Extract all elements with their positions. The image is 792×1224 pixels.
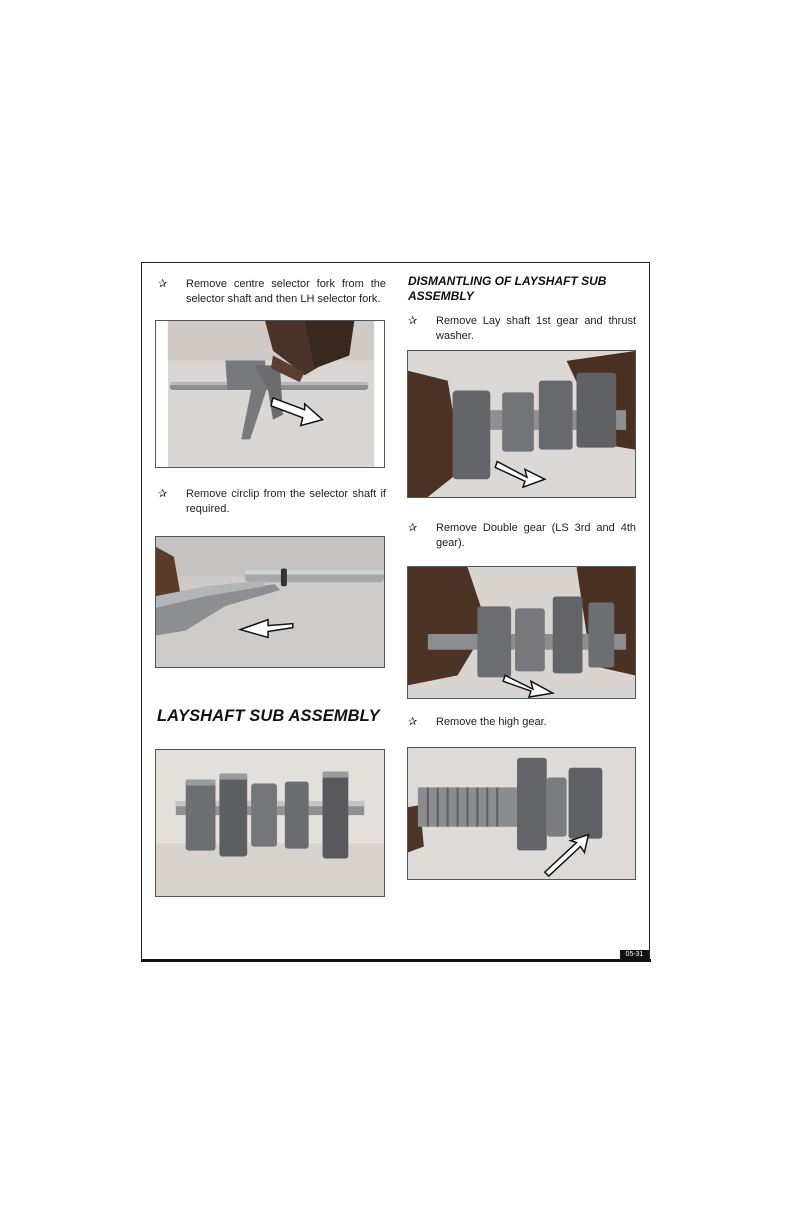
star-bullet-icon: ✰ [158,488,168,500]
section-title-layshaft-sub-assembly: LAYSHAFT SUB ASSEMBLY [157,707,380,725]
photo-first-gear-removal [407,350,636,498]
page-number: 05-31 [620,950,649,960]
photo-double-gear-removal [407,566,636,699]
star-bullet-icon: ✰ [408,522,418,534]
star-bullet-icon: ✰ [408,315,418,327]
photo-high-gear-removal [407,747,636,880]
step-text: Remove Double gear (LS 3rd and 4th gear). [436,522,636,549]
step-text: Remove centre selector fork from the selector shaft and then LH selector fork. [186,278,386,305]
star-bullet-icon: ✰ [408,716,418,728]
photo-circlip-removal [155,536,385,668]
step-text: Remove Lay shaft 1st gear and thrust washer. [436,315,636,342]
star-bullet-icon: ✰ [158,278,168,290]
section-title-dismantling-layshaft: DISMANTLING OF LAYSHAFT SUB ASSEMBLY [408,274,607,303]
footer-rule [141,959,651,962]
step-text: Remove circlip from the selector shaft if required. [186,488,386,515]
photo-selector-fork-removal [155,320,385,468]
photo-layshaft-sub-assembly [155,749,385,897]
step-text: Remove the high gear. [436,716,547,728]
